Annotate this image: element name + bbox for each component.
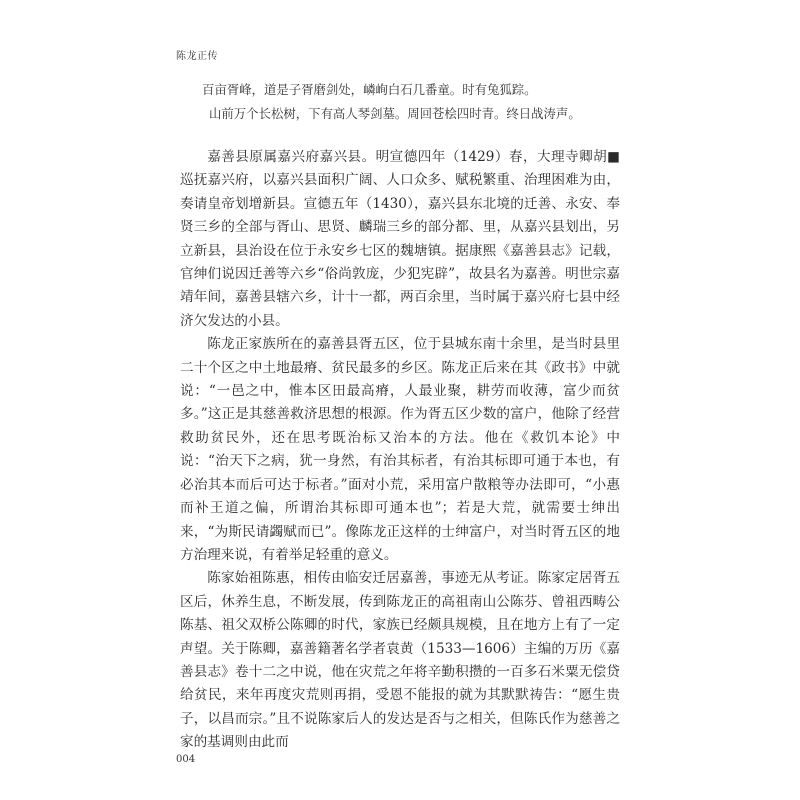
poem-line: 百亩胥峰，道是子胥磨剑处，嶙峋白石几番童。时有兔狐踪。: [202, 82, 537, 97]
paragraph: 陈龙正家族所在的嘉善县胥五区，位于县城东南十余里，是当时县里二十个区之中土地最瘠、贫民最多的乡区。陈龙正后来在其《政书》中就说：“一邑之中，惟本区田最高瘠，人最业聚，耕劳而收薄，富少而贫多。”这正是其慈善救济思想的根源。作为胥五区少数的富户，他除了经营救助贫民外，还在思考既治标又治本的方法。他在《救饥本论》中说：“治天下之病，犹一身然，有治其标者，有治其标即可通于本也，有必治其本而后可达于标者。”面对小荒，采用富户散粮等办法即可，“小惠而补王道之偏，所谓治其标即可通本也”；若是大荒，就需要士绅出来，“为斯民请蠲赋而已”。像陈龙正这样的士绅富户，对当时胥五区的地方治理来说，有着举足轻重的意义。: [180, 336, 620, 563]
body-text: [180, 146, 620, 755]
running-head: 陈龙正传: [176, 51, 218, 62]
paragraph: 嘉善县原属嘉兴府嘉兴县。明宣德四年（1429）春，大理寺卿胡■巡抚嘉兴府，以嘉兴县面积广阔、人口众多、赋税繁重、治理困难为由，奏请皇帝划增新县。宣德五年（1430），嘉兴县东北境的迁善、永安、奉贤三乡的全部与胥山、思贤、麟瑞三乡的部分都、里，从嘉兴县划出，另立新县，县治设在位于永安乡七区的魏塘镇。据康熙《嘉善县志》记载，官绅们说因迁善等六乡“俗尚敦庞，少犯宪辟”，故县名为嘉善。明世宗嘉靖年间，嘉善县辖六乡，计十一都，两百余里，当时属于嘉兴府七县中经济欠发达的小县。: [180, 149, 620, 329]
paragraph: 陈家始祖陈惠，相传由临安迁居嘉善，事迹无从考证。陈家定居胥五区后，休养生息，不断发展，传到陈龙正的高祖南山公陈芬、曾祖西畴公陈基、祖父双桥公陈卿的时代，家族已经颇具规模，且在地方上有了一定声望。关于陈卿，嘉善籍著名学者袁黄（1533—1606）主编的万历《嘉善县志》卷十二之中说，他在灾荒之年将辛勤积攒的一百多石米粟无偿贷给贫民，来年再度灾荒则再捐，受恩不能报的就为其默默祷告：“愿生贵子，以昌而宗。”且不说陈家后人的发达是否与之相关，但陈氏作为慈善之家的基调则由此而: [180, 570, 620, 751]
poem-line: 山前万个长松树，下有高人琴剑墓。周回苍桧四时青。终日战涛声。: [209, 106, 581, 121]
page-number: 004: [176, 754, 196, 765]
poem-block: [176, 78, 626, 126]
